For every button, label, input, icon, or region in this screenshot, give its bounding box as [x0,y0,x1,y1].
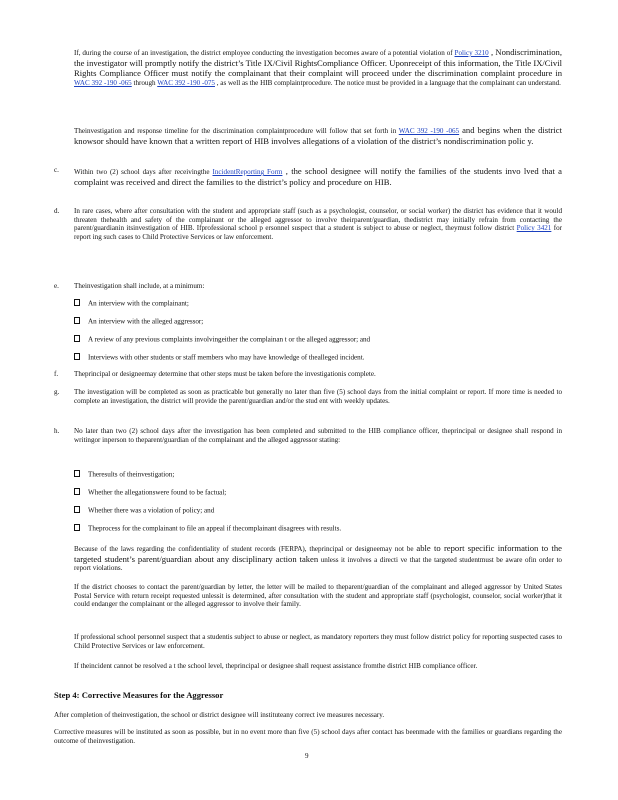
wac-065-link[interactable]: WAC 392 -190 -065 [398,127,460,135]
bullet-icon [74,470,80,477]
paragraph-abuse-report: If professional school personnel suspect that a studentis subject to abuse or neglect, as mandatory reporters they must follow district policy for reporting suspected cases to Child Protective Services or law enforcement. [74,633,562,650]
paragraph-item-f: Theprincipal or designeemay determine that other steps must be taken before the investigationis complete. [74,370,376,378]
list-item: An interview with the complainant; [74,299,189,308]
item-label-e: e. [54,282,59,290]
bullet-icon [74,353,80,360]
item-label-d: d. [54,207,60,215]
paragraph-text: unless it involves a directi ve that the targeted studentmust be aware ofin order to report violations. [74,555,562,573]
paragraph-text: , as well as the HIB complaintprocedure. The notice must be provided in a language that the complainant can understand. [214,78,561,87]
paragraph-text: Theinvestigation and response timeline for the discrimination complaintprocedure will follow that set forth in [74,127,399,135]
item-label-g: g. [54,388,60,396]
bullet-icon [74,506,80,513]
bullet-icon [74,488,80,495]
bullet-icon [74,317,80,324]
item-label-c: c. [54,166,59,174]
list-item: Theresults of theinvestigation; [74,470,174,479]
bullet-icon [74,335,80,342]
paragraph-text: In rare cases, where after consultation with the student and appropriate staff (such as a psychologist, counselor, or social worker) the district has evidence that it would threaten thehealth and safety of the complainant or the alleged aggressor to involve theirparent/guardian, thedistrict may initially refrain from contacting the parent/guardianin itsinvestigation of HIB. Ifprofessional school p ersonnel suspect that a student is subject to abuse or neglect, theymust follow district [74,207,562,233]
paragraph-text: Because of the laws regarding the confidentiality of student records (FERPA), theprincipal or designeemay not be [74,545,417,553]
paragraph-text: and begins when the district knowsor should have known that a written report of HIB involves allegations of a violation of the district’s nondiscrimination polic y. [74,125,562,146]
list-item: Interviews with other students or staff members who may have knowledge of thealleged incident. [74,353,364,362]
bullet-icon [74,524,80,531]
paragraph-item-h: No later than two (2) school days after the investigation has been completed and submitted to the HIB compliance officer, theprincipal or designee shall respond in writingor inperson to theparent/guardian of the complainant and the alleged aggressor stating: [74,427,562,444]
list-item: An interview with the alleged aggressor; [74,317,203,326]
paragraph-item-e: Theinvestigation shall include, at a minimum: [74,282,205,290]
paragraph-item-g: The investigation will be completed as soon as practicable but generally no later than five (5) school days from the initial complaint or report. If more time is needed to complete an investigation, the district will provide the parent/guardian and/or the stud ent with weekly updates. [74,388,562,405]
paragraph-text: , Nondiscrimination, the investigator will promptly notify the district’s Title IX/Civil RightsCompliance Officer. Uponreceipt of this information, the Title IX/Civil Rights Compliance Officer must notify the complainant that their complaint will proceed under the discrimination complaint procedure in [74,47,563,79]
paragraph-text: able to report specific information to the targeted student’s parent/guardian about any disciplinary action taken [74,543,562,564]
paragraph-timeline [74,125,562,146]
item-label-h: h. [54,427,60,435]
page-number: 9 [305,752,309,760]
paragraph-step4-timeline: Corrective measures will be instituted as soon as possible, but in no event more than five (5) school days after contact has beenmade with the families or guardians regarding the outcome of theinvestigation. [54,728,562,745]
policy-3421-link[interactable]: Policy 3421 [516,224,552,233]
paragraph-ferpa [74,543,562,573]
paragraph-text: for report ing such cases to Child Protective Services or law enforcement. [74,224,563,241]
list-item: Whether the allegationswere found to be factual; [74,488,226,497]
paragraph-item-c [74,166,562,187]
paragraph-item-d [74,207,562,241]
list-item: A review of any previous complaints involvingeither the complainan t or the alleged aggressor; and [74,335,370,344]
wac-065-link[interactable]: WAC 392 -190 -065 [74,78,132,87]
paragraph-text: through [131,78,158,87]
paragraph-text: Within two (2) school days after receivingthe [74,168,213,176]
paragraph-mail-letter: If the district chooses to contact the parent/guardian by letter, the letter will be mailed to theparent/guardian of the complainant and alleged aggressor by United States Postal Service with return receipt requested unlessit is determined, after consultation with the student and appropriate staff (psychologist, counselor, social worker)that it could endanger the complainant or the alleged aggressor to involve their family. [74,583,562,609]
paragraph-text: If, during the course of an investigation, the district employee conducting the investigation becomes aware of a potential violation of [74,49,455,57]
paragraph-text: , the school designee will notify the families of the students invo lved that a complaint was received and direct the families to the district’s policy and procedure on HIB. [74,166,562,187]
step-4-heading: Step 4: Corrective Measures for the Aggressor [54,690,224,700]
bullet-icon [74,299,80,306]
wac-075-link[interactable]: WAC 392 -190 -075 [157,78,215,87]
paragraph-step4-completion: After completion of theinvestigation, the school or district designee will instituteany correct ive measures necessary. [54,711,385,719]
paragraph-title-ix-notice [74,47,562,87]
policy-3210-link[interactable]: Policy 3210 [454,49,489,57]
list-item: Whether there was a violation of policy; and [74,506,214,515]
paragraph-resolution: If theincident cannot be resolved a t the school level, theprincipal or designee shall request assistance fromthe district HIB compliance officer. [74,662,478,670]
list-item: Theprocess for the complainant to file an appeal if thecomplainant disagrees with results. [74,524,341,533]
incident-reporting-form-link[interactable]: IncidentReporting Form [212,168,283,176]
item-label-f: f. [54,370,59,378]
